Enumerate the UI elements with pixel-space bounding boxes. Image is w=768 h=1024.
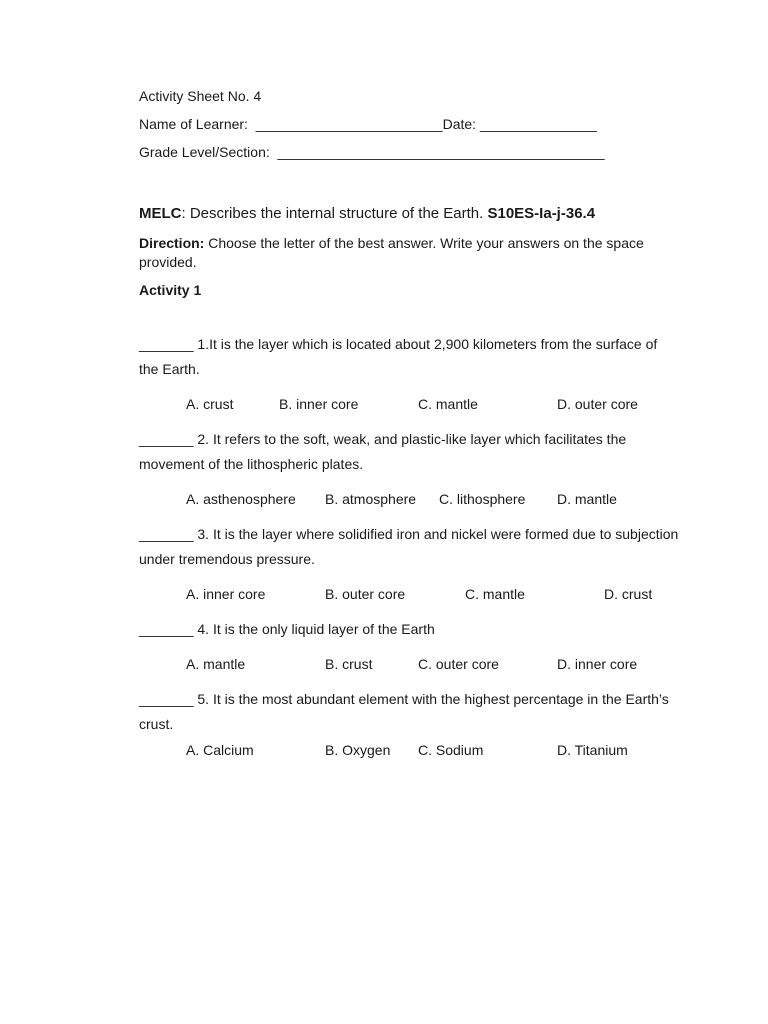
melc-text: : Describes the internal structure of the Earth. (181, 205, 488, 222)
question-3-option-d[interactable]: D. crust (604, 586, 653, 602)
question-1-option-a[interactable]: A. crust (186, 396, 234, 412)
question-5-option-a[interactable]: A. Calcium (186, 742, 254, 758)
activity-sheet-title: Activity Sheet No. 4 (139, 88, 262, 104)
question-4-option-d[interactable]: D. inner core (557, 656, 638, 672)
question-2-option-a[interactable]: A. asthenosphere (186, 491, 296, 507)
question-3-option-c[interactable]: C. mantle (465, 586, 525, 602)
melc-label: MELC (139, 205, 182, 222)
question-5-option-b[interactable]: B. Oxygen (325, 742, 391, 758)
question-4-option-b[interactable]: B. crust (325, 656, 373, 672)
question-5-stem: _______ 5. It is the most abundant element with the highest percentage in the Earth’s crust. (139, 691, 669, 732)
question-1-option-b[interactable]: B. inner core (279, 396, 359, 412)
question-1-option-c[interactable]: C. mantle (418, 396, 478, 412)
direction-label: Direction: (139, 235, 205, 251)
question-1-stem: _______ 1.It is the layer which is located about 2,900 kilometers from the surface of the Earth. (139, 336, 658, 377)
question-5-option-d[interactable]: D. Titanium (557, 742, 628, 758)
question-2-option-d[interactable]: D. mantle (557, 491, 617, 507)
question-3-option-b[interactable]: B. outer core (325, 586, 406, 602)
question-2-option-c[interactable]: C. lithosphere (439, 491, 526, 507)
question-2-stem: _______ 2. It refers to the soft, weak, and plastic-like layer which facilitates the movement of the lithospheric plates. (139, 431, 627, 472)
grade-section-line[interactable]: Grade Level/Section: __________________________________________ (139, 144, 605, 160)
question-1-option-d[interactable]: D. outer core (557, 396, 638, 412)
name-date-line[interactable]: Name of Learner: ________________________Date: _______________ (139, 116, 597, 132)
question-3-option-a[interactable]: A. inner core (186, 586, 266, 602)
melc-code: S10ES-Ia-j-36.4 (487, 205, 596, 222)
melc-line (139, 205, 595, 222)
question-4-option-c[interactable]: C. outer core (418, 656, 499, 672)
direction-text: Choose the letter of the best answer. Write your answers on the space provided. (139, 235, 644, 270)
question-3-stem: _______ 3. It is the layer where solidified iron and nickel were formed due to subjection under tremendous pressure. (139, 526, 679, 567)
direction (139, 234, 659, 272)
question-2-option-b[interactable]: B. atmosphere (325, 491, 417, 507)
question-4-option-a[interactable]: A. mantle (186, 656, 246, 672)
question-4-stem: _______ 4. It is the only liquid layer of the Earth (139, 621, 435, 637)
question-5-option-c[interactable]: C. Sodium (418, 742, 484, 758)
activity-title: Activity 1 (139, 282, 202, 298)
